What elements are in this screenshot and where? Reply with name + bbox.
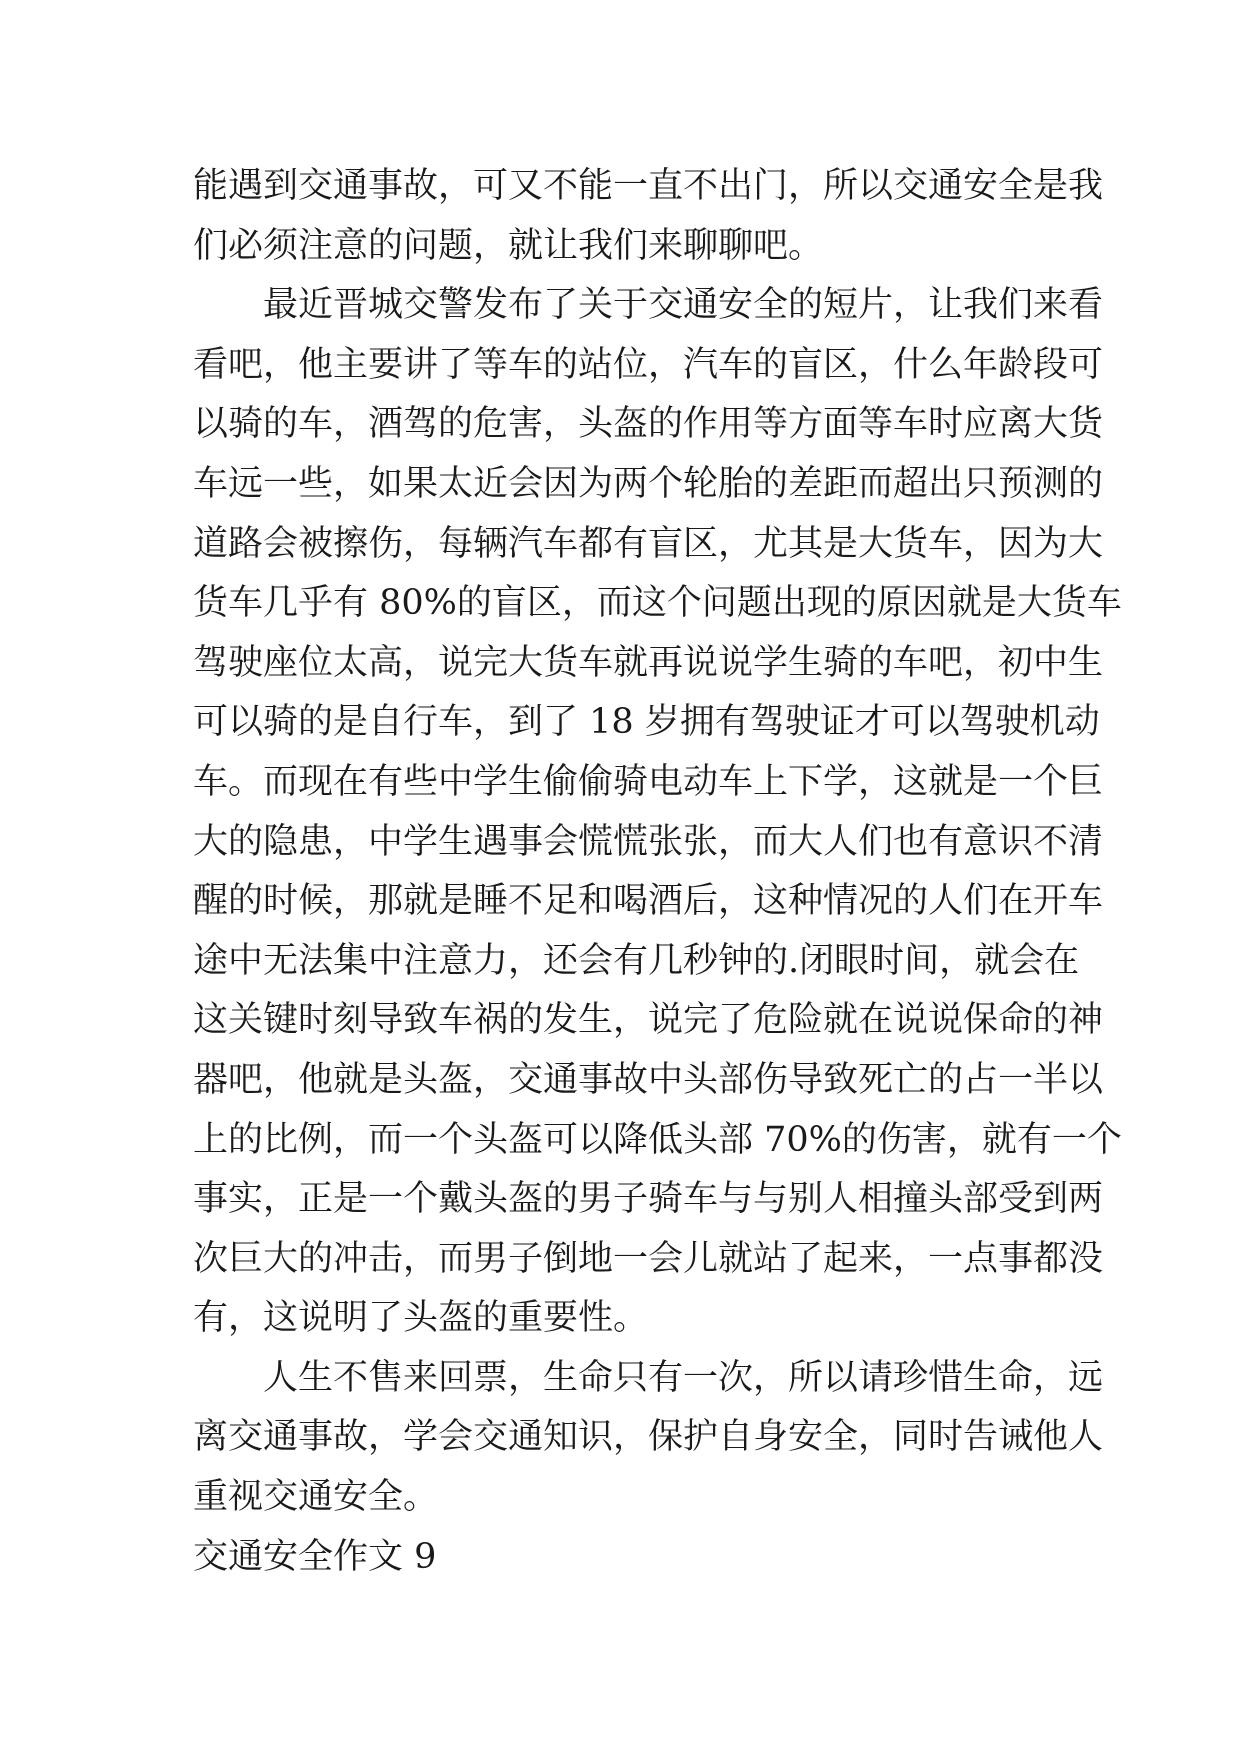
- text-line: 次巨大的冲击，而男子倒地一会儿就站了起来，一点事都没: [193, 1238, 1104, 1279]
- text-line: 看吧，他主要讲了等车的站位，汽车的盲区，什么年龄段可: [193, 344, 1104, 385]
- text-line: 大的隐患，中学生遇事会慌慌张张，而大人们也有意识不清: [193, 821, 1104, 862]
- text-line: 离交通事故，学会交通知识，保护自身安全，同时告诫他人: [193, 1417, 1104, 1458]
- text-line: 以骑的车，酒驾的危害，头盔的作用等方面等车时应离大货: [193, 404, 1104, 445]
- text-line: 醒的时候，那就是睡不足和喝酒后，这种情况的人们在开车: [193, 881, 1104, 922]
- text-line: 车。而现在有些中学生偷偷骑电动车上下学，这就是一个巨: [193, 761, 1104, 802]
- paragraph-2: [193, 276, 1122, 1349]
- text-line: 上的比例，而一个头盔可以降低头部 70%的伤害，就有一个: [193, 1119, 1122, 1160]
- text-line: 途中无法集中注意力，还会有几秒钟的.闭眼时间，就会在: [193, 940, 1080, 981]
- paragraph-3: [193, 1349, 1104, 1528]
- text-line: 重视交通安全。: [193, 1477, 439, 1518]
- text-line: 能遇到交通事故，可又不能一直不出门，所以交通安全是我: [193, 166, 1104, 206]
- section-heading-text: 交通安全作文 9: [193, 1536, 437, 1577]
- text-line: 可以骑的是自行车，到了 18 岁拥有驾驶证才可以驾驶机动: [193, 702, 1100, 743]
- text-line: 道路会被擦伤，每辆汽车都有盲区，尤其是大货车，因为大: [193, 523, 1104, 564]
- text-line: 最近晋城交警发布了关于交通安全的短片，让我们来看: [263, 285, 1104, 326]
- paragraph-1: [193, 157, 1104, 276]
- text-line: 驾驶座位太高，说完大货车就再说说学生骑的车吧，初中生: [193, 642, 1104, 683]
- text-line: 有，这说明了头盔的重要性。: [193, 1298, 649, 1339]
- text-line: 货车几乎有 80%的盲区，而这个问题出现的原因就是大货车: [193, 583, 1122, 624]
- text-line: 车远一些，如果太近会因为两个轮胎的差距而超出只预测的: [193, 463, 1104, 504]
- text-line: 这关键时刻导致车祸的发生，说完了危险就在说说保命的神: [193, 1000, 1104, 1041]
- text-line: 们必须注意的问题，就让我们来聊聊吧。: [193, 225, 824, 266]
- text-line: 人生不售来回票，生命只有一次，所以请珍惜生命，远: [263, 1357, 1104, 1398]
- text-line: 器吧，他就是头盔，交通事故中头部伤导致死亡的占一半以: [193, 1059, 1104, 1100]
- section-heading: [193, 1528, 1053, 1588]
- document-body: [193, 157, 1122, 1587]
- text-line: 事实，正是一个戴头盔的男子骑车与与别人相撞头部受到两: [193, 1179, 1104, 1220]
